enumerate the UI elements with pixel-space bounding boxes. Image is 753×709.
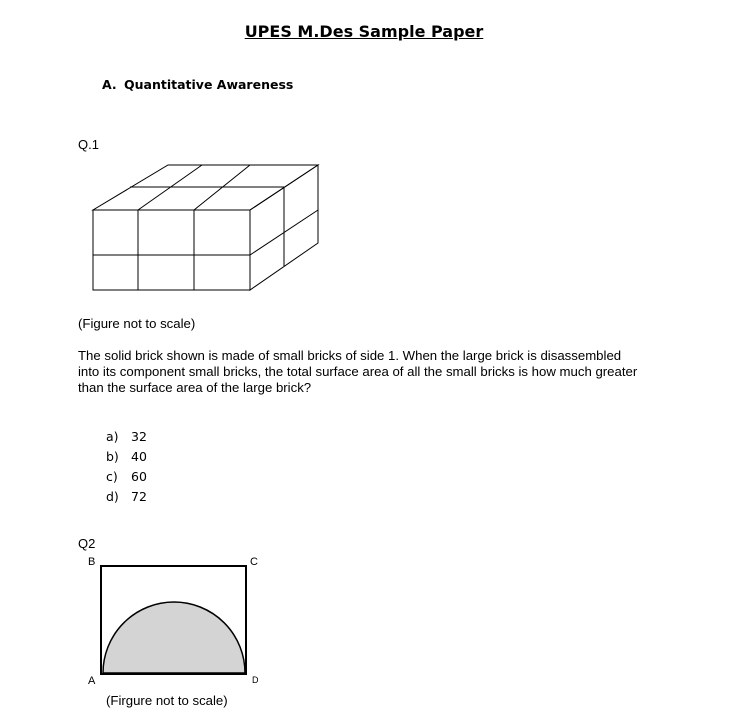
answer-options: [106, 427, 147, 507]
option-letter: b): [106, 449, 119, 464]
shaded-semicircle: [103, 602, 245, 673]
option-d: [106, 487, 147, 507]
section-heading: [102, 77, 293, 92]
point-c-label: C: [250, 556, 258, 568]
question-1-label: Q.1: [78, 137, 99, 152]
option-letter: a): [106, 429, 119, 444]
question-1-text: [78, 348, 718, 396]
option-a: [106, 427, 147, 447]
point-b-label: B: [88, 556, 96, 568]
figure-1-note: (Figure not to scale): [78, 316, 196, 331]
text-line: into its component small bricks, the total surface area of all the small bricks is how much greater: [78, 364, 638, 379]
brick-front-face: [93, 210, 250, 290]
semicircle-figure: [95, 560, 255, 680]
option-c: [106, 467, 147, 487]
option-value: 40: [131, 449, 147, 464]
text-line: than the surface area of the large brick?: [78, 380, 312, 395]
option-value: 32: [131, 429, 147, 444]
question-2-label: Q2: [78, 536, 96, 551]
figure-2-note: (Firgure not to scale): [106, 693, 228, 708]
option-letter: c): [106, 469, 118, 484]
page-title: UPES M.Des Sample Paper: [244, 22, 484, 41]
option-letter: d): [106, 489, 119, 504]
point-d-label: D: [252, 675, 259, 685]
text-line: The solid brick shown is made of small bricks of side 1. When the large brick is disassembled: [78, 348, 622, 363]
option-value: 60: [131, 469, 147, 484]
option-b: [106, 447, 147, 467]
brick-figure: [85, 158, 330, 298]
section-title: Quantitative Awareness: [124, 77, 294, 92]
point-a-label: A: [88, 675, 96, 687]
option-value: 72: [131, 489, 147, 504]
section-letter: A.: [102, 77, 117, 92]
